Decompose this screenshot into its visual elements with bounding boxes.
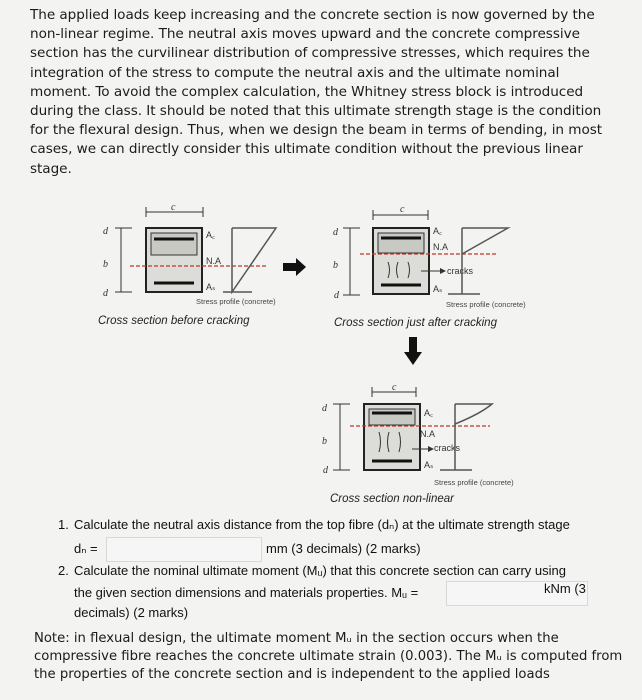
label-c: c [392, 382, 397, 393]
label-as: Aₛ [206, 282, 216, 292]
label-as: Aₛ [433, 284, 443, 294]
stress-profile-label: Stress profile (concrete) [434, 478, 514, 487]
label-b: b [322, 436, 327, 447]
label-as: Aₛ [424, 460, 434, 470]
question-2 [52, 561, 622, 627]
label-d: d [103, 288, 108, 299]
question-1-text: Calculate the neutral axis distance from the top fibre (dₙ) at the ultimate strength stage [74, 517, 570, 532]
question-2-number: 2. [58, 563, 69, 578]
label-b: b [103, 259, 108, 270]
question-1 [52, 515, 622, 561]
arrow-right-icon [283, 258, 306, 276]
label-ac: A꜀ [206, 230, 216, 240]
dn-answer-input[interactable] [106, 537, 262, 562]
label-d: d [333, 227, 338, 238]
label-cracks: cracks [434, 443, 461, 453]
question-2-line2: the given section dimensions and materials properties. Mᵤ = [74, 585, 419, 600]
label-d: d [103, 226, 108, 237]
label-d: d [322, 403, 327, 414]
arrow-down-icon [404, 337, 422, 365]
label-ac: A꜀ [424, 408, 434, 418]
label-na: N.A [420, 429, 436, 439]
question-2-text: Calculate the nominal ultimate moment (Mᵤ) that this concrete section can carry using [74, 563, 566, 578]
question-2-line3: decimals) (2 marks) [74, 605, 189, 620]
caption-before-cracking: Cross section before cracking [98, 315, 250, 327]
diagram-after-cracking [333, 204, 526, 329]
stress-profile-label: Stress profile (concrete) [196, 297, 276, 306]
diagram-before-cracking [98, 202, 276, 327]
dn-unit: mm (3 decimals) (2 marks) [266, 541, 421, 556]
stress-profile-label: Stress profile (concrete) [446, 300, 526, 309]
label-b: b [333, 260, 338, 271]
dn-label: dₙ = [74, 541, 98, 556]
label-na: N.A [206, 256, 222, 266]
intro-paragraph: The applied loads keep increasing and the concrete section is now governed by the non-linear regime. The neutral axis moves upward and the concrete compressive section has the curvilinear distribution of compressive stresses, which requires the integration of the stress to compute the neutral axis and the ultimate nominal moment. To avoid the complex calculation, the Whitney stress block is introduced during the class. It should be noted that this ultimate strength stage is the condition for the flexural design. Thus, when we design the beam in terms of bending, in most cases, we can directly consider this ultimate condition without the previous linear stage. [30, 7, 603, 177]
diagram-non-linear [322, 382, 514, 505]
label-d: d [323, 465, 328, 476]
label-d: d [334, 290, 339, 301]
label-cracks: cracks [447, 266, 474, 276]
question-1-number: 1. [58, 517, 69, 532]
label-ac: A꜀ [433, 226, 443, 236]
label-na: N.A [433, 242, 449, 252]
label-c: c [400, 204, 405, 215]
caption-after-cracking: Cross section just after cracking [334, 317, 497, 329]
caption-non-linear: Cross section non-linear [330, 493, 455, 505]
note-paragraph: Note: in flexual design, the ultimate moment Mᵤ in the section occurs when the compressive fibre reaches the concrete ultimate strain (0.003). The Mᵤ is computed from the properties of the concrete section and is independent to the applied loads [34, 631, 623, 682]
question-list [52, 515, 622, 627]
mu-unit: kNm (3 [544, 581, 586, 596]
label-c: c [171, 202, 176, 213]
